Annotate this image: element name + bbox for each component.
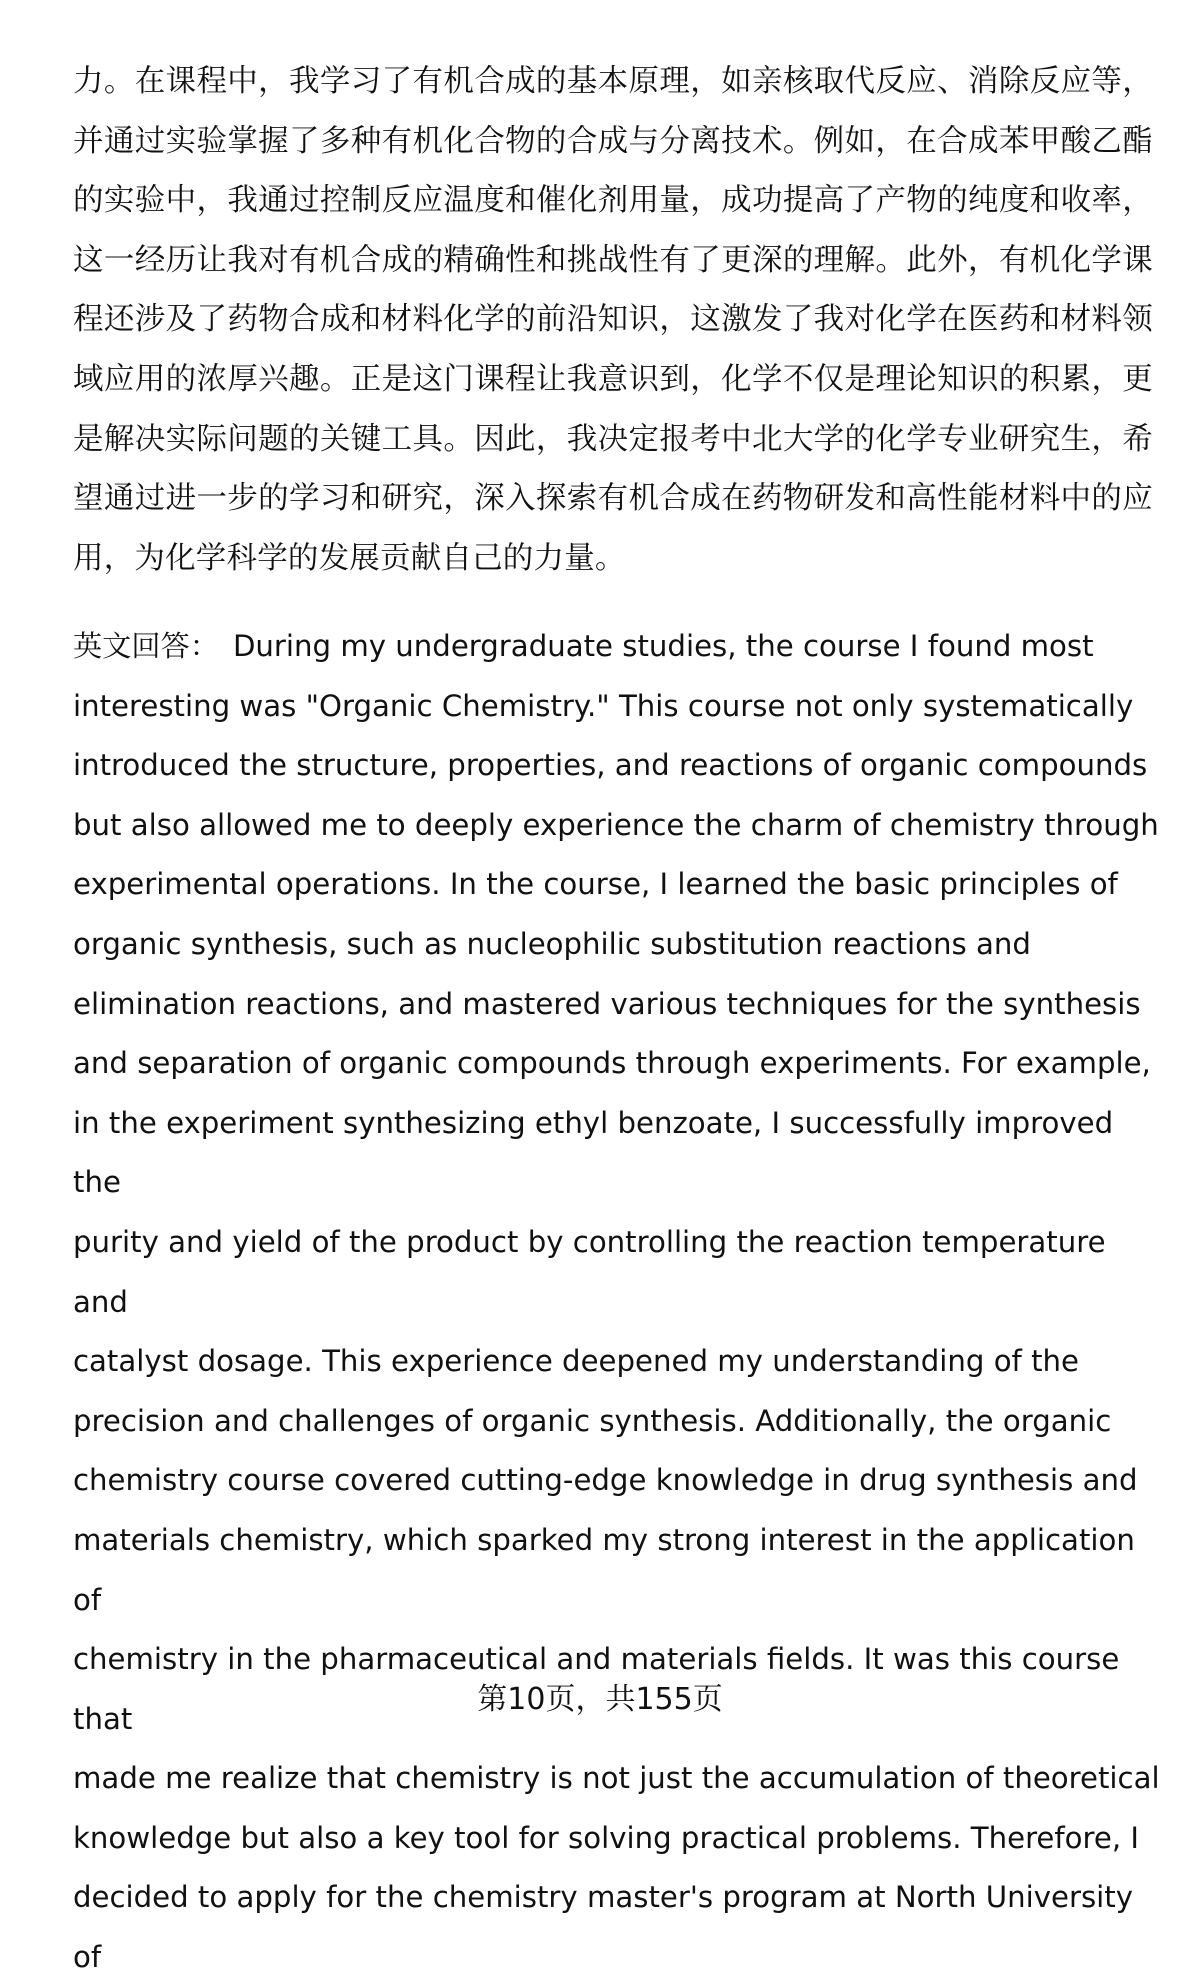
zh-line: 厚兴趣。正是这门课程让我意识到，化学不仅是理论知识的积累，更是解决实际问 — [73, 361, 1154, 457]
en-line: precision and challenges of organic synthesis. Additionally, the organic — [73, 1403, 1112, 1438]
en-line: purity and yield of the product by controlling the reaction temperature and — [73, 1224, 1106, 1319]
en-line: knowledge but also a key tool for solving practical problems. Therefore, I — [73, 1820, 1139, 1855]
en-line: elimination reactions, and mastered various techniques for the synthesis — [73, 986, 1141, 1021]
en-line: introduced the structure, properties, and reactions of organic compounds — [73, 748, 1148, 783]
english-answer-label: 英文回答： — [73, 629, 219, 663]
zh-line: 历让我对有机合成的精确性和挑战性有了更深的理解。此外，有机化学课程还涉及 — [73, 242, 1153, 338]
en-line: in the experiment synthesizing ethyl benzoate, I successfully improved the — [73, 1105, 1114, 1200]
zh-line: 题的关键工具。因此，我决定报考中北大学的化学专业研究生，希望通过进一步的 — [73, 421, 1153, 517]
en-line: During my undergraduate studies, the course I found most — [232, 629, 1094, 663]
en-line: chemistry course covered cutting-edge knowledge in drug synthesis and — [73, 1463, 1138, 1498]
en-line: interesting was "Organic Chemistry." This course not only systematically — [73, 688, 1134, 723]
zh-line: 发展贡献自己的力量。 — [318, 540, 626, 576]
en-line: organic synthesis, such as nucleophilic substitution reactions and — [73, 926, 1031, 961]
zh-line: 了药物合成和材料化学的前沿知识，这激发了我对化学在医药和材料领域应用的浓 — [73, 302, 1153, 397]
english-answer-paragraph — [73, 617, 1163, 1988]
en-line: experimental operations. In the course, I learned the basic principles of — [73, 867, 1118, 902]
zh-line: 学习和研究，深入探索有机合成在药物研发和高性能材料中的应用，为化学科学的 — [73, 481, 1153, 576]
en-line: catalyst dosage. This experience deepened my understanding of the — [73, 1344, 1079, 1379]
zh-line: 验中，我通过控制反应温度和催化剂用量，成功提高了产物的纯度和收率，这一经 — [73, 183, 1153, 278]
page-number-footer — [0, 1680, 1200, 1720]
en-line: and separation of organic compounds through experiments. For example, — [73, 1046, 1151, 1081]
en-line: decided to apply for the chemistry master's program at North University of — [73, 1880, 1133, 1975]
zh-line: 力。在课程中，我学习了有机合成的基本原理，如亲核取代反应、消除反应等，并 — [73, 64, 1153, 159]
en-line: materials chemistry, which sparked my strong interest in the application of — [73, 1522, 1135, 1617]
chinese-answer-paragraph — [73, 52, 1153, 588]
en-line: chemistry in the pharmaceutical and materials fields. It was this course that — [73, 1642, 1120, 1736]
zh-line: 通过实验掌握了多种有机化合物的合成与分离技术。例如，在合成苯甲酸乙酯的实 — [73, 123, 1153, 219]
en-line: but also allowed me to deeply experience the charm of chemistry through — [73, 807, 1159, 842]
page-indicator: 第10页，共155页 — [477, 1682, 723, 1717]
en-line: made me realize that chemistry is not just the accumulation of theoretical — [73, 1761, 1160, 1796]
